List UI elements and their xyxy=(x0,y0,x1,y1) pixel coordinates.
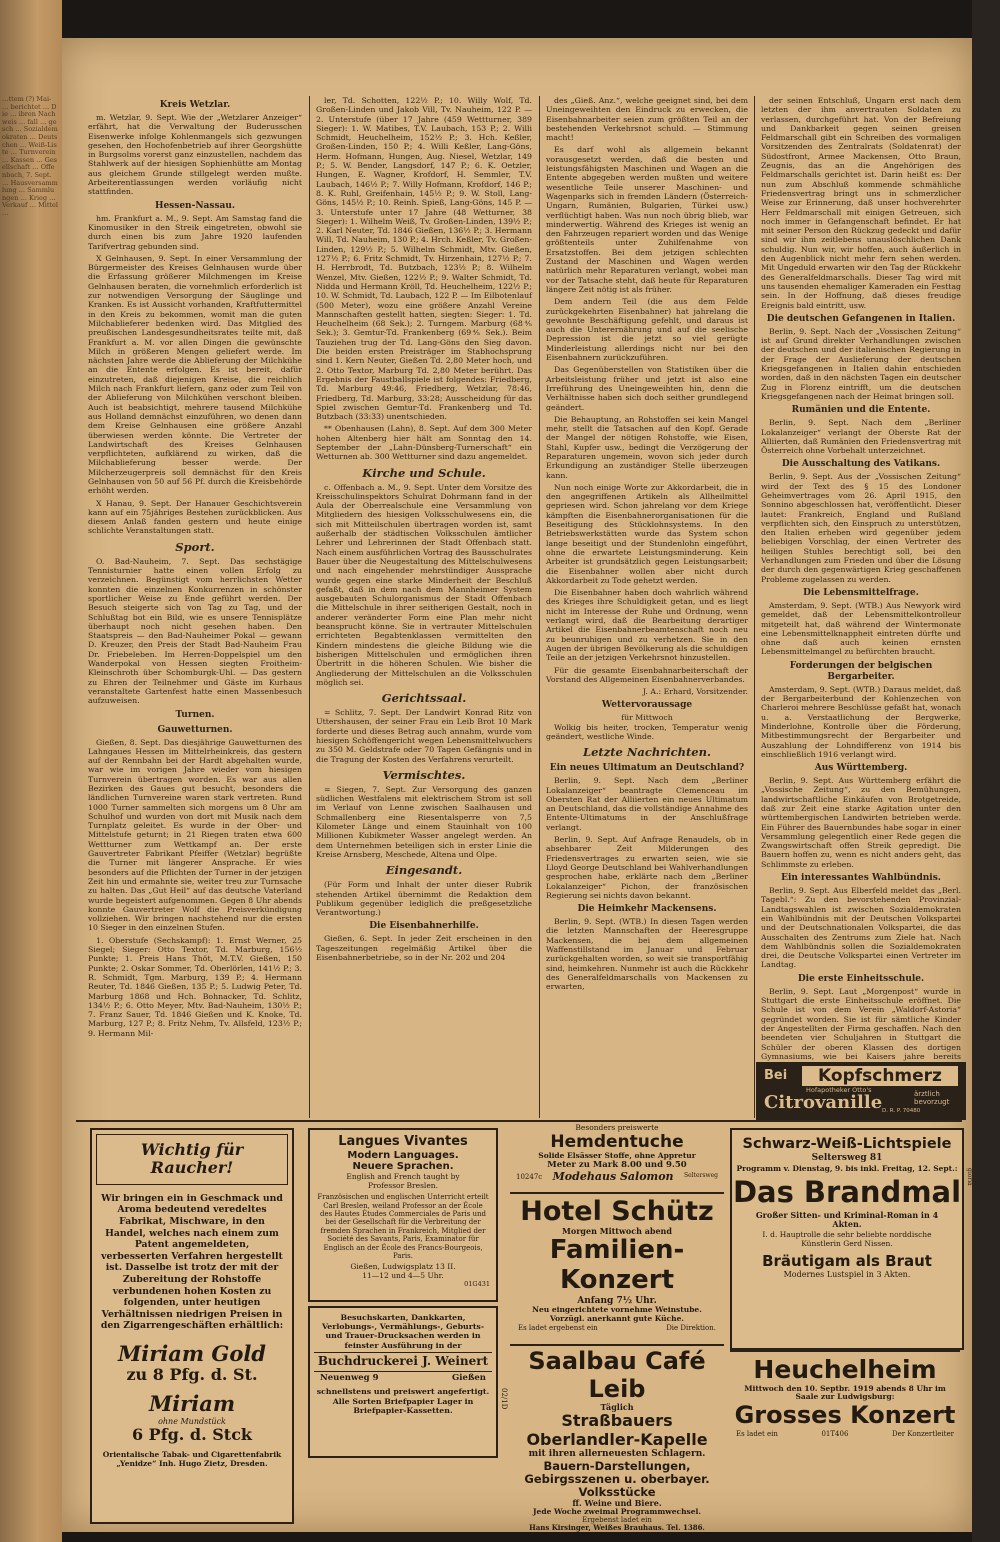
ad-line-modern: Modern Languages. xyxy=(347,1149,459,1161)
article-paragraph: Nun noch einige Worte zur Akkordarbeit, die in den angegriffenen Artikeln als Allheilmittel gepriesen wird. Schon jahrelang vor dem Kriege kämpften die Eisenbahnerorganisationen für die Beseitigung des Stücklohnsystems. In den Betriebswerkstätten wurde das System schon lange beseitigt und der Stundenlohn eingeführt, ohne die erwartete Leistungsminderung. Kein Arbeiter ist grundsätzlich gegen Leistungsarbeit; die Eisenbahner wollen aber nicht durch Akkordarbeit zu Tode gehetzt werden. xyxy=(546,482,748,585)
heading-turnen: Turnen. xyxy=(175,709,215,720)
article-paragraph: ler, Td. Schotten, 122½ P.; 10. Willy Wolf, Td. Großen-Linden und Jakob Vill, Tv. Nauheim, 122 P. — 2. Unterstufe (über 17 Jahre (459 Wettturner, 389 Sieger): 1. W. Matibes, T.V. Laubach, 153 P.; 2. Willi Schmidt, Heuchelheim, 152½ P.; 3. Hch. Keßler, Großen-Linden, 150 P.; 4. Willi Keßler, Lang-Göns, Herm. Hofmann, Hungen, Aug. Niesel, Wetzlar, 149 P.; 5. W. Bender, Langsdorf, 147 P.; 6. K. Oetzler, Hungen, E. Wagner, Krofdorf, H. Semmler, T.V. Laubach, 146½ P.; 7. Willy Hofmann, Krofdorf, 146 P.; 8. K. Ruhl, Greifenhain, 145½ P.; 9. W. Stoll, Lang-Göns, 145½ P.; 10. Reinh. Spieß, Lang-Göns, 145 P. — 3. Unterstufe unter 17 Jahre (48 Wetturner, 38 Sieger): 1. Wilhelm Weiß, Tv. Großen-Linden, 139½ P.; 2. Karl Neuter, Td. 1846 Gießen, 136½ P.; 3. Hermann Will, Td. Nauheim, 130 P.; 4. Hrch. Keßler, Tv. Großen-Linden, 129½ P.; 5. Wilhelm Schmidt, Mtv. Gießen, 127½ P.; 6. Fritz Schmidt, Tv. Hirzenhain, 127½ P.; 7. H. Herrbrodt, Td. Butzbach, 123½ P.; 8. Wilhelm Wenzel, Mtv. Gießen, 122½ P.; 9. Walter Schmidt, Td. Nidda und Hermann Kröll, Td. Heuchelheim, 122½ P.; 10. W. Schmidt, Td. Laubach, 122 P. — Im Eilbotenlauf (500 Meter), wozu eine größere Anzahl Vereine Mannschaften gestellt hatten, siegten: Sieger: 1. Td. Heuchelheim (68 Sek.); 2. Turngem. Marburg (68⅘ Sek.); 3. Gemtur-Td. Frankenberg (69⅘ Sek.). Beim Tauziehen trug der Td. Lang-Göns den Sieg davon. Die beiden ersten Preisträger im Stabhochsprung sind 1. Kern Neuter, Gießen Td. 2,80 Meter hoch, und 2. Otto Textor, Marburg Td. 2,80 Meter berührt. Das Ergebnis der Faustballspiele ist folgendes: Friedberg, Td. Marburg 49:46, Friedberg, Wetzlar, 78:46, Friedberg, Td. Marburg, 33:28; Ausscheidung für das Spiel zwischen Gemtur-Td. Frankenberg und Td. Butzbach (33:33) unentschieden. xyxy=(316,96,532,422)
article-paragraph: Gießen, 6. Sept. In jeder Zeit erscheinen in den Tageszeitungen regelmäßig Artikel über die Eisenbahnerbetriebe, so in der Nr. 202 und 204 xyxy=(316,934,532,963)
ad-code: 10247c xyxy=(516,1172,543,1181)
ad-name-weinert: Buchdruckerei J. Weinert xyxy=(314,1352,492,1372)
weather-text: Wolkig bis heiter, trocken, Temperatur wenig geändert, westliche Winde. xyxy=(546,722,748,741)
article-paragraph: Berlin, 9. Sept. Nach dem „Berliner Lokalanzeiger“ verlangt der Oberste Rat der Alliierten, daß Rumänien den Friedensvertrag mit Österreich ohne Vorbehalt unterzeichnet. xyxy=(761,418,961,456)
article-paragraph: Berlin, 9. Sept. Nach der „Vossischen Zeitung“ ist auf Grund direkter Verhandlungen zwischen der deutschen und der italienischen Regierung in der Frage der Auslieferung der deutschen Kriegsgefangenen in Italien dahin entschieden worden, daß in den nächsten Tagen ein deutscher Zug in Florenz eintrifft, um die deutschen Kriegsgefangenen nach der Heimat bringen soll. xyxy=(761,326,961,401)
article-paragraph: 1. Oberstufe (Sechskampf): 1. Ernst Werner, 25 Siegel; Sieger: Otto Textor, Td. Marburg, 156½ Punkte; 1. Preis Hans Thöt, M.T.V. Gießen, 150 Punkte; 2. Oskar Sommer, Td. Oberlörlen, 141½ P.; 3. R. Schmidt, Tgm. Marburg, 139 P.; 4. Hermann Reuter, Td. 1846 Gießen, 135 P.; 5. Ludwig Peter, Td. Marburg 1868 und Hch. Bohnacker, Td. Schlitz, 134½ P.; 6. Otto Meyer, Mtv. Bad-Nauheim, 130½ P.; 7. Franz Sauer, Td. 1846 Gießen und K. Knoke, Td. Marburg, 127 P.; 8. Fritz Nehm, Tv. Allsfeld, 123½ P.; 9. Hermann Mil- xyxy=(88,935,302,1038)
ad-footer-schnellstens: schnellstens und preiswert angefertigt. Alle Sorten Briefpapier Lager in Briefpapier-Kassetten. xyxy=(316,1387,490,1415)
heading-wettervoraussage: Wettervoraussage xyxy=(601,700,693,711)
heading-vatikan: Die Ausschaltung des Vatikans. xyxy=(781,459,941,470)
ad-title-heuchelheim: Heuchelheim xyxy=(753,1355,937,1384)
ad-sub-ohne-mundstueck: ohne Mundstück xyxy=(158,1416,226,1426)
heading-bergarbeiter: Forderungen der belgischen Bergarbeiter. xyxy=(789,660,933,682)
ad-line-ladet: Es ladet ein xyxy=(736,1429,778,1438)
ad-title-lichtspiele: Schwarz-Weiß-Lichtspiele xyxy=(742,1136,952,1152)
article-paragraph: O. Bad-Nauheim, 7. Sept. Das sechstägige Tennisturnier hatte einen vollen Erfolg zu verzeichnen. Begünstigt vom herrlichsten Wetter konnten die einzelnen Konkurrenzen in schönster sportlicher Weise zu Ende geführt werden. Der Besuch steigerte sich von Tag zu Tag, und der Schlußtag bot ein Bild, wie es unsere Tennisplätze überhaupt noch nicht gesehen haben. Den Staatspreis — den Bad-Nauheimer Pokal — gewann D. Kreuzer, den Preis der Stadt Bad-Nauheim Frau Dr. Friebeleben. Im Herren-Doppelspiel um den Wanderpokal von Hessen siegten Froitheim-Kleinschroth über Schomburgk-Uhl. — Das gestern zu Ehren der Teilnehmer und Gäste im Kurhaus veranstaltete Gartenfest hatte einen Massenbesuch aufzuweisen. xyxy=(88,556,302,706)
article-paragraph: X Hanau, 9. Sept. Der Hanauer Geschichtsverein kann auf ein 75jähriges Bestehen zurückblicken. Aus diesem Anlaß fanden gestern und heute einige schlichte Veranstaltungen statt. xyxy=(88,498,302,536)
ad-text-drp: D. R. P. 70480 xyxy=(882,1108,921,1114)
heading-gefangene-italien: Die deutschen Gefangenen in Italien. xyxy=(766,313,956,324)
ad-title-hotel-schuetz: Hotel Schütz xyxy=(520,1196,714,1227)
hemdentuche-ad xyxy=(510,1124,724,1188)
ad-price-6pfg: 6 Pfg. d. Stck xyxy=(131,1424,253,1444)
ad-text-citrovanille: Citrovanille xyxy=(764,1092,883,1113)
ad-hotel-footer xyxy=(510,1324,724,1332)
langues-vivantes-ad xyxy=(308,1128,498,1302)
article-paragraph: Amsterdam, 9. Sept. (WTB.) Daraus meldet, daß der Bergarbeiterbund der Kohlenzechen von Charleroi mehrere Beschlüsse gefaßt hat, wonach u. a. Verstaatlichung der Bergwerke, Minderlohne, Kontrolle über die Förderung, Mitbestimmungsrecht der Bergarbeiter und Auszahlung der Lohndifferenz von 1914 bis einschließlich 1916 verlangt wird. xyxy=(761,684,961,759)
ad-code: 01G431 xyxy=(464,1279,490,1288)
ad-line-schlagern: mit ihren allerneuesten Schlagern. xyxy=(528,1449,706,1460)
ad-heuchel-footer xyxy=(730,1430,960,1438)
ad-text-besuchskarten: Besuchskarten, Dankkarten, Verlobungs-, Vermählungs-, Geburts- und Trauer-Drucksachen werden in feinster Ausführung in der xyxy=(321,1313,485,1350)
ad-line-meter: Meter zu Mark 8.00 und 9.50 xyxy=(547,1159,687,1170)
ad-big-brandmal: Das Brandmal xyxy=(732,1174,962,1209)
signature-line: J. A.: Erhard, Vorsitzender. xyxy=(642,687,748,697)
column-2 xyxy=(316,96,532,1118)
ad-footer-yenidze: Orientalische Tabak- und Cigarettenfabrik „Yenidze“ Inh. Hugo Zietz, Dresden. xyxy=(102,1450,282,1469)
article-paragraph: Berlin, 9. Sept. Aus Elberfeld meldet das „Berl. Tagebl.“: Zu den bevorstehenden Provinzial-Landtagswahlen ist zwischen Sozialdemokraten ein Wahlbündnis mit der Deutschen Volkspartei und der Deutschnationalen Volkspartei, die das Ausschalten des Zentrums zum Ziele hat. Nach dem Wahlbündnis sollen die Sozialdemokraten drei, die Deutsche Volkspartei einen Vertreter im Landtag. xyxy=(761,886,961,970)
article-paragraph: Berlin, 9. Sept. Auf Anfrage Renaudels, ob in absehbarer Zeit Milderungen des Friedensvertrages zu erwarten seien, wie sie Lloyd George Deutschland bei Wahlverhandlungen gesprochen habe, erklärte nach dem „Berliner Lokalanzeiger“ Pichon, der französischen Regierung sei nichts davon bekannt. xyxy=(546,835,748,900)
ad-text-bei: Bei xyxy=(764,1068,788,1083)
ad-big-familien-konzert: Familien-Konzert xyxy=(549,1235,685,1296)
weather-subheading: für Mittwoch xyxy=(621,713,673,723)
ad-line-professor: Professor Breslen. xyxy=(368,1180,438,1190)
paper-sheet xyxy=(62,38,972,1532)
ad-body-text: Wir bringen ein in Geschmack und Aroma bedeutend veredeltes Fabrikat, Mischware, in den Handel, welches nach einem zum Patent angemeldeten, verbesserten Verfahren hergestellt ist. Dasselbe ist trotz der mit der Zubereitung der Rohstoffe verbundenen hohen Kosten zu folgenden, unter heutigen Verhältnissen niedrigen Preisen in den Zigarrengeschäften erhältlich: xyxy=(100,1192,284,1332)
heading-rumaenien: Rumänien und die Entente. xyxy=(791,405,931,416)
article-paragraph: Berlin, 9. Sept. Aus der „Vossischen Zeitung“ wird der Text des § 15 des Londoner Geheimvertrages vom 26. April 1915, den Sonnino abgeschlossen hat, veröffentlicht. Dieser lautet: Frankreich, England und Rußland verpflichten sich, den Einspruch zu unterstützen, den Italien erheben wird gegenüber jedem beliebigen Vorschlag, der einen Vertreter des heiligen Stuhles berechtigt soll, bei den Verhandlungen zum Frieden und über die Lösung der durch den gegenwärtigen Krieg geschaffenen Probleme zugelassen zu werden. xyxy=(761,472,961,584)
article-paragraph: Berlin, 9. Sept. Nach dem „Berliner Lokalanzeiger“ beantragte Clemenceau im Obersten Rat der Alliierten ein neues Ultimatum an Deutschland, das die vollständige Annahme des Entente-Ultimatums in der Anschlußfrage verlangt. xyxy=(546,776,748,832)
article-paragraph: Amsterdam, 9. Sept. (WTB.) Aus Newyork wird gemeldet, daß der Lebensmittelkontrolleur mitgeteilt hat, daß während der Wintermonate eine Lebensmittelknappheit eintreten dürfte und ohne daß auch keinen ernsten Lebensmittelmangel zu befürchten braucht. xyxy=(761,600,961,657)
adjacent-page-strip xyxy=(0,0,62,1542)
heading-heimkehr: Die Heimkehr Mackensens. xyxy=(577,904,717,915)
ad-line-weinstube: Neu eingerichtete vornehme Weinstube. xyxy=(532,1305,702,1315)
heading-letzte-nachrichten: Letzte Nachrichten. xyxy=(583,745,711,760)
ad-title-langues: Langues Vivantes xyxy=(338,1134,468,1149)
schwarz-weiss-lichtspiele-ad xyxy=(730,1128,964,1350)
ad-big-kapelle: Straßbauers Oberlandler-Kapelle xyxy=(526,1411,708,1449)
article-paragraph: hm. Frankfurt a. M., 9. Sept. Am Samstag fand die Kinomusiker in den Streik eingetreten, obwohl sie durch einen bis zum Jahre 1920 laufenden Tarifvertrag gebunden sind. xyxy=(88,213,302,251)
article-paragraph: des „Gieß. Anz.“, welche geeignet sind, bei dem Uneingeweihten den Eindruck zu erwecken, die Eisenbahnarbeiter seien zum größten Teil an der bestehenden Verkehrsnot schuld. — Stimmung macht! xyxy=(546,96,748,143)
ad-line-roman: Großer Sitten- und Kriminal-Roman in 4 Akten. xyxy=(755,1209,939,1230)
ad-brand-miriam-gold: Miriam Gold xyxy=(117,1340,266,1366)
article-paragraph: Es darf wohl als allgemein bekannt vorausgesetzt werden, daß die besten und leistungsfähigsten Maschinen und Wagen an die Entente abgegeben werden mußten und weitere wesentliche Teile unserer Maschinen- und Wagenparks sich in fremden Ländern (Österreich-Ungarn, Rumänien, Bulgarien, Türkei usw.) verflüchtigt haben. Was nun noch übrig blieb, war minderwertig. Während des Krieges ist wenig an den Fahrzeugen repariert worden und das Wenige größtenteils unter Zuhilfenahme von Ersatzstoffen. Bei dem jetzigen schlechten Zustand der Maschinen und Wagen werden natürlich mehr Reparaturen verlangt, wobei man vor der Tatsache steht, daß heute für Reparaturen längere Zeit nötig ist als früher. xyxy=(546,145,748,294)
heading-hessen-nassau: Hessen-Nassau. xyxy=(154,200,236,211)
ad-line-hauptrolle: I. d. Hauptrolle die sehr beliebte norddische Künstlerin Gerd Nissen. xyxy=(762,1230,932,1248)
article-paragraph: Die Eisenbahner haben doch wahrlich während des Krieges ihre Schuldigkeit getan, und es liegt nicht im Interesse der Ruhe und Ordnung, wenn verlangt wird, daß die Bearbeitung derartiger Artikel die Eisenbahnerbeamtenschaft noch neu zu beunruhigen und zu verhetzen. Sie in den Augen der übrigen Bevölkerung als die schuldigen Teile an der jetzigen Verkehrsnot hinzustellen. xyxy=(546,588,748,663)
ad-line-neuere: Neuere Sprachen. xyxy=(352,1161,454,1173)
article-paragraph: m. Wetzlar, 9. Sept. Wie der „Wetzlarer Anzeiger“ erfährt, hat die Verwaltung der Buderusschen Eisenwerke infolge Kohlenmangels sich gezwungen gesehen, den Hochofenbetrieb auf ihrer Georgshütte in Burgsolms vorerst ganz einzustellen, nachdem das Stahlwerk auf der hiesigen Sophienhütte am Montag aus gleichem Grunde stillgelegt werden mußte. Arbeiterentlassungen werden vorläufig nicht stattfinden. xyxy=(88,113,302,197)
article-paragraph: Das Gegenüberstellen von Statistiken über die Arbeitsleistung früher und jetzt ist also eine Irreführung des Uneingeweihten hin, denn die Verhältnisse haben sich doch seither grundlegend geändert. xyxy=(546,365,748,412)
margin-note: gloria xyxy=(966,1168,973,1186)
ad-hemden-footer xyxy=(510,1171,724,1184)
ad-address: Gießen, Ludwigsplatz 13 II. xyxy=(350,1262,456,1272)
article-paragraph: = Siegen, 7. Sept. Zur Versorgung des ganzen südlichen Westfalens mit elektrischem Strom ist soll im Verlauf von Lenne zwischen Saalhausen und Schmallenberg eine Riesentalsperre von 7,5 Kilometer Länge und einem Stauinhalt von 100 Millionen Kubikmeter Wasser angelegt werden. An dem Unternehmen beteiligen sich in erster Linie die Kreise Arnsberg, Meschede, Altena und Olpe. xyxy=(316,784,532,859)
ad-line-direktion: Die Direktion. xyxy=(666,1323,716,1332)
heading-wuerttemberg: Aus Württemberg. xyxy=(814,763,908,774)
ad-big-braeutigam: Bräutigam als Braut xyxy=(762,1251,932,1270)
ad-line-ladet: Ergebenst ladet ein xyxy=(582,1516,652,1525)
ad-hours: 11—12 und 4—5 Uhr. xyxy=(362,1271,444,1281)
ad-line-lustspiel: Modernes Lustspiel in 3 Akten. xyxy=(783,1269,911,1279)
citrovanille-ad xyxy=(756,1062,966,1120)
heading-wahlbuendnis: Ein interessantes Wahlbündnis. xyxy=(781,873,941,884)
ad-pre-text: Besonders preiswerte xyxy=(575,1123,659,1132)
ad-line-mittwoch: Morgen Mittwoch abend xyxy=(562,1226,672,1237)
column-rule xyxy=(309,96,310,1118)
ad-shop-salomon: Modehaus Salomon xyxy=(552,1169,674,1183)
ad-line-kueche: Vorzügl. anerkannt gute Küche. xyxy=(550,1313,684,1323)
ad-line-elsaesser: Solide Elsässer Stoffe, ohne Appretur xyxy=(538,1151,696,1161)
ad-text-hofapotheker: Hofapotheker Otto's xyxy=(806,1086,872,1094)
ad-title-saalbau: Saalbau Café Leib xyxy=(528,1347,706,1403)
ad-line-english: English and French taught by xyxy=(346,1171,460,1181)
ad-line-ladet: Es ladet ergebenst ein xyxy=(518,1323,598,1332)
article-paragraph: ** Obenhausen (Lahn), 8. Sept. Auf dem 300 Meter hohen Altenberg hier hält am Sonntag den 14. September der „Lahn-Dünsberg-Turnerschaft“ ein Wetturnen ab. 300 Wettturner sind dazu angemeldet. xyxy=(316,424,532,462)
ad-line-programm: Programm v. Dienstag, 9. bis inkl. Freitag, 12. Sept.: xyxy=(736,1164,958,1174)
ad-text-aerztlich: ärztlich bevorzugt xyxy=(914,1090,950,1106)
column-rule xyxy=(754,96,755,1118)
article-paragraph: Berlin, 9. Sept. Aus Württemberg erfährt die „Vossische Zeitung“, zu den Bemühungen, landwirtschaftliche Einkäufen von Brotgetreide, daß zur Zeit eine starke Agitation unter den württembergischen Landwirten betrieben werde. Ein Führer des Bauernbundes habe sogar in einer Versammlung gelegentlich einer Rede gegen die Zwangswirtschaft offen Streik gepredigt. Die Bauern hoffen zu, wenn es nicht anders geht, das Schlimmste zu erleben. xyxy=(761,776,961,869)
heading-kreis-wetzlar: Kreis Wetzlar. xyxy=(159,100,231,110)
article-paragraph: (Für Form und Inhalt der unter dieser Rubrik stehenden Artikel übernimmt die Redaktion dem Publikum gegenüber lediglich die preßgesetzliche Verantwortung.) xyxy=(316,880,532,918)
ad-code: 01T406 xyxy=(821,1429,849,1438)
heading-vermischtes: Vermischtes. xyxy=(382,767,466,782)
article-paragraph: der seinen Entschluß, Ungarn erst nach dem letzten der ihm anvertrauten Soldaten zu verlassen, durchgeführt hat. Von der Befreiung und Dankbarkeit gegen seinen greisen Feldmarschall gibt ein Schreiben des vormaligen Vorsitzenden des Zentralrats (Soldatenrat) der Südostfront, Armee Mackensen, Otto Braun, Zeugnis, das an die Angehörigen des Feldmarschalls gerichtet ist. Darin heißt es: Der nun zum Abschluß kommende schmähliche Friedensvertrag bringt uns in schmerzlicher Weise zur Erinnerung, daß unser hochverehrter Herr Feldmarschall mit einigen Getreuen, sich noch immer in Gefangenschaft befindet. Er hat mit seiner Person den Rückzug gedeckt und dafür sind wir ihm zeitlebens unauslöschlichen Dank schuldig. Nun wir, wir hoffen, auch äußerlich in den Augenblick nicht mehr fern sehen werden. Mit Ungeduld erwarten wir den Tag der Rückkehr des Generalfeldmarschalls. Dieser Tag wird mit uns tausenden ehemaliger Kameraden ein Festtag sein. In der Hoffnung, daß dieses freudige Ereignis bald eintritt, usw. xyxy=(761,96,961,310)
ad-title-wichtig: Wichtig für Raucher! xyxy=(96,1134,288,1185)
heuchelheim-konzert-ad xyxy=(730,1350,960,1462)
saalbau-cafe-leib-ad xyxy=(510,1344,724,1533)
scan-background xyxy=(972,0,1000,1542)
ad-big-konzert: Grosses Konzert xyxy=(734,1401,956,1429)
article-paragraph: X Gelnhausen, 9. Sept. In einer Versammlung der Bürgermeister des Kreises Gelnhausen wurde über die Erfassung größerer Milchmengen im Kreise Gelnhausen beraten, die vornehmlich erforderlich ist zur notwendigen Versorgung der Säuglinge und Kranken. Es ist Aussicht vorhanden, Kraftfuttermittel in den Kreis zu bekommen, womit man die guten Milchablieferer bedenken wird. Das Mitglied des preußischen Landesgesundheitsrates teilte mit, daß Frankfurt a. M. vor allen Dingen die gewünschte Milch in größeren Mengen geliefert werde. Im nächsten Jahre werde die Ablieferung der Milchkühe an die Entente erfolgen. Es ist bereit, dafür einzutreten, daß diejenigen Kreise, die reichlich Milch nach Frankfurt liefern, ganz oder zum Teil von der Ablieferung von Milchkühen verschont bleiben. Auch ist beabsichtigt, mehrere tausend Milchkühe aus Holland demnächst einzuführen, wo denen dann dem Kreise Gelnhausen eine größere Anzahl überwiesen werden könnte. Die Vertreter der Landwirtschaft des Kreises Gelnhausen verpflichteten, aufklärend zu wirken, daß die Milchablieferung besser werde. Der Milcherzeugerpreis soll demnächst für den Kreis Gelnhausen von 50 auf 56 Pf. durch die Kreisbehörde erhöht werden. xyxy=(88,253,302,496)
buchdruckerei-weinert-ad xyxy=(308,1306,498,1458)
article-paragraph: Gießen, 8. Sept. Das diesjährige Gauwetturnen des Lahngaues Hessen im Mittelrheinkreis, das gestern auf der Rennbahn bei der Hardt abgehalten wurde, war wie im vorigen Jahre wieder vom hiesigen Turnverein übertragen worden. Es war aus allen Bezirken des Gaues gut besucht, besonders die ländlichen Turnvereine waren stark vertreten. Rund 1000 Turner sammelten sich morgens um 8 Uhr am Schulhof und wurden von dort mit Musik nach dem Turnplatz geleitet. Es wurde in der Ober- und Mittelstufe geturnt; in 21 Riegen traten etwa 600 Wettturner zum Wettkampf an. Der erste Gauvertreter Fabrikant Pfeiffer (Wetzlar) begrüßte die Turner mit längerer Ansprache. Er wies besonders auf die Pflichten der Turner in der jetzigen Zeit hin und ermahnte sie, weiter treu zur Turnsache zu halten. Das „Gut Heil“ auf das deutsche Vaterland wurde begeistert aufgenommen. Gegen 8 Uhr abends konnte Gauvertreter Wolf die Preisverkündigung vollziehen. Wir bringen nachstehend nur die ersten 10 Sieger in den einzelnen Stufen. xyxy=(88,737,302,933)
ad-line-programmwechsel: Jede Woche zweimal Programmwechsel. xyxy=(533,1506,701,1516)
ad-street: Neuenweg 9 xyxy=(320,1372,379,1383)
column-1 xyxy=(88,96,302,1118)
article-paragraph: Für die gesamte Eisenbahnarbeiterschaft der Vorstand des Allgemeinen Eisenbahnerverbandes. xyxy=(546,665,748,684)
heading-eisenbahnerhilfe: Die Eisenbahnerhilfe. xyxy=(369,921,479,932)
column-3 xyxy=(546,96,748,1118)
ad-line-seltersweg: Seltersweg 81 xyxy=(811,1152,883,1163)
ad-line-datum: Mittwoch den 10. Septbr. 1919 abends 8 Uhr im Saale zur Ludwigsburg: xyxy=(744,1383,946,1402)
ad-line-darstellungen: Bauern-Darstellungen, Gebirgsszenen u. oberbayer. Volksstücke xyxy=(524,1458,710,1499)
heading-ultimatum: Ein neues Ultimatum an Deutschland? xyxy=(549,763,745,774)
ads-separator xyxy=(76,1120,962,1122)
ad-line-kirsinger: Hans Kirsinger, Weißes Brauhaus. Tel. 1386. xyxy=(529,1523,705,1533)
article-paragraph: Berlin, 9. Sept. Laut „Morgenpost“ wurde in Stuttgart die erste Einheitsschule eröffnet. Die Schule ist von dem Verein „Waldorf-Astoria“ gegründet worden. Sie ist für sämtliche Kinder der Angestellten der Firma geschaffen. Nach den beendeten vier Schuljahren in Stuttgart die Schüler der oberen Klassen des dortigen Gymnasiums, wie bei Kaisers jahre bereits xyxy=(761,986,961,1061)
column-rule xyxy=(539,96,540,1118)
ad-shop-sub: Seltersweg xyxy=(683,1172,718,1180)
article-paragraph: Die Behauptung, an Rohstoffen sei kein Mangel mehr, stellt die Tatsachen auf den Kopf. Gerade der Mangel der nötigen Rohstoffe, wie Eisen, Stahl, Kupfer usw., bedingt die Verzögerung der Reparaturen ungemein, wovon sich jeder durch Erkundigung an zuständiger Stelle überzeugen kann. xyxy=(546,414,748,480)
ad-line-konzertleiter: Der Konzertleiter xyxy=(891,1429,954,1438)
column-4 xyxy=(761,96,961,1061)
hotel-schuetz-ad xyxy=(510,1192,724,1344)
heading-kirche-schule: Kirche und Schule. xyxy=(362,465,486,480)
adjacent-page-text: …ttem (?) Mai- … berichtet … Die … ibren Nachweis … fall … gesch … Sozialdemokraten … Deutschen … Weiß-Liste … Turnverein … Kassen … Gesellschaft … Offenbach, 7. Sept. … Hausversammlung … Sammlungen … Krieg … Verkauf … Mittel … xyxy=(2,95,61,217)
heading-eingesandt: Eingesandt. xyxy=(385,863,463,878)
ad-line-weine: ff. Weine und Biere. xyxy=(572,1497,662,1508)
ad-code-vertical: 02/1D xyxy=(500,1388,508,1410)
ad-line-taeglich: Täglich xyxy=(600,1402,634,1413)
ad-title-hemdentuche: Hemdentuche xyxy=(550,1131,684,1152)
heading-einheitsschule: Die erste Einheitsschule. xyxy=(797,973,925,984)
heading-lebensmittel: Die Lebensmittelfrage. xyxy=(803,587,919,598)
ad-price-8pfg: zu 8 Pfg. d. St. xyxy=(126,1365,258,1385)
ad-body-langues: Französischen und englischen Unterricht erteilt Carl Breslen, weiland Professor an der École des Hautes Études Commerciales de Paris und bei der Gesellschaft für die Verbreitung der fremden Sprachen in Frankreich, Mitglied der Société des Savants, Paris, Examinator für Englisch an der École des Francs-Bourgeois, Paris. xyxy=(317,1193,489,1261)
article-paragraph: c. Offenbach a. M., 9. Sept. Unter dem Vorsitze des Kreisschulinspektors Schulrat Dohrmann fand in der Aula der Oberrealschule eine Versammlung von Mitgliedern des hiesigen Volksschulwesens ein, die sich mit Mitteilschulen übertragen worden ist, samt außerhalb der städtischen Volksschulen ämtlicher Lehrer und Lehrerinnen der Stadt Offenbach statt. Nach einem ausführlichen Vortrag des Bausschulrates Bauer über die Neugestaltung des Mittelschulwesens und nach eingehender mehrstündiger Aussprache wurde gegen eine starke Minderheit der Beschluß gefaßt, daß in dem nach dem Mannheimer System ausgebauten Schulorganismus der Stadt Offenbach die Mittelschule in ihrer seitherigen Gestalt, noch in anderer veränderter Form eine Plan mehr nicht beansprucht könne. Sie in vertrauter Mittelschulen errichteten Begabtenklassen vermittelten den Kindern mindestens die gleiche Bildung wie die bisherigen Mittelschulen und ermöglichen ihren Übertritt in die höheren Schulen. Wie bisher die Angliederung der Mittelschulen an die Volksschulen möglich sei. xyxy=(316,482,532,687)
article-paragraph: Berlin, 9. Sept. (WTB.) In diesen Tagen werden die letzten Mannschaften der Heeresgruppe Mackensen, die bei dem allgemeinen Waffenstillstand im Januar und Februar zurückgehalten worden, so weit sie transportfähig sind, heimkehren. Nunmehr ist auch die Rückkehr des Generalfeldmarschalls von Mackensen zu erwarten, xyxy=(546,917,748,992)
article-paragraph: Dem andern Teil (die aus dem Felde zurückgekehrten Eisenbahner) hat jahrelang die gewohnte Beschäftigung gefehlt, und daraus ist auch die Unterernährung und auf die seelische Depression ist die jetzt so viel gerügte Minderleistung allerdings nicht nur bei den Eisenbahnern zurückzuführen. xyxy=(546,297,748,363)
heading-gerichtssaal: Gerichtssaal. xyxy=(381,691,467,706)
miriam-cigarette-ad xyxy=(90,1128,294,1524)
ad-text-kopfschmerz: Kopfschmerz xyxy=(802,1066,958,1086)
ad-line-anfang: Anfang 7½ Uhr. xyxy=(577,1296,657,1307)
heading-gauwetturnen: Gauwetturnen. xyxy=(157,724,233,735)
ad-brand-miriam: Miriam xyxy=(148,1391,236,1417)
ad-address-row xyxy=(310,1374,496,1384)
article-paragraph: = Schlitz, 7. Sept. Der Landwirt Konrad Ritz von Uttershausen, der seiner Frau ein Leib Brot 10 Mark forderte und dieses Betrag auch annahm, wurde vom hiesigen Schöffengericht wegen Lebensmittelwuchers zu 350 M. Geldstrafe oder 70 Tagen Gefängnis und in die Tragung der Kosten des Verfahrens verurteilt. xyxy=(316,708,532,764)
ad-city: Gießen xyxy=(452,1372,486,1383)
heading-sport: Sport. xyxy=(175,539,215,554)
